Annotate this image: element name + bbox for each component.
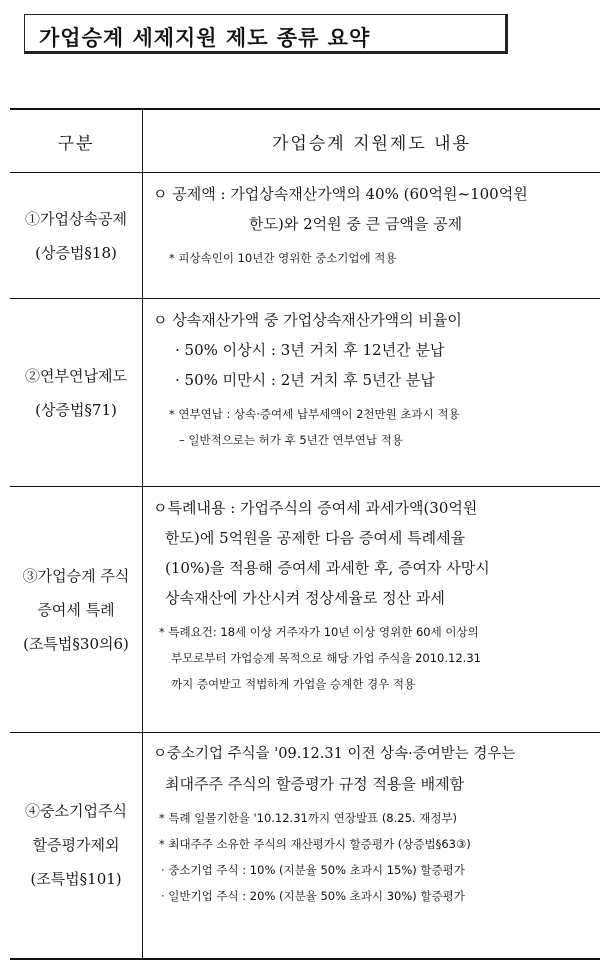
content-line: ㅇ중소기업 주식을 '09.12.31 이전 상속·증여받는 경우는 bbox=[153, 746, 516, 762]
content-note: * 최대주주 소유한 주식의 재산평가시 할증평가 (상증법§63③) bbox=[159, 837, 471, 851]
title-box bbox=[24, 14, 508, 54]
table-row bbox=[10, 299, 600, 487]
content-line: (10%)을 적용해 증여세 과세한 후, 증여자 사망시 bbox=[165, 559, 490, 577]
row-content bbox=[143, 299, 601, 487]
table-row bbox=[10, 487, 600, 733]
category-law: (조특법§30의6) bbox=[23, 634, 129, 653]
page-title: 가업승계 세제지원 제도 종류 요약 bbox=[39, 26, 371, 50]
category-name: ②연부연납제도 bbox=[25, 366, 127, 385]
row-category bbox=[10, 173, 143, 299]
content-line: 최대주주 주식의 할증평가 규정 적용을 배제함 bbox=[165, 775, 465, 793]
summary-table bbox=[10, 108, 600, 960]
category-name: ③가업승계 주식 bbox=[22, 566, 130, 585]
content-note: * 피상속인이 10년간 영위한 중소기업에 적용 bbox=[169, 251, 397, 265]
row-content bbox=[143, 733, 601, 959]
table-header-row bbox=[10, 109, 600, 173]
header-category: 구분 bbox=[10, 109, 143, 173]
category-name-2: 할증평가제외 bbox=[32, 836, 120, 855]
content-line: · 50% 미만시 : 2년 거치 후 5년간 분납 bbox=[175, 371, 435, 389]
table-row bbox=[10, 173, 600, 299]
category-name: ④중소기업주식 bbox=[25, 802, 127, 821]
category-law: (상증법§18) bbox=[35, 243, 117, 262]
content-line: 한도)와 2억원 중 큰 금액을 공제 bbox=[249, 215, 463, 233]
row-category bbox=[10, 733, 143, 959]
row-content bbox=[143, 487, 601, 733]
header-content: 가업승계 지원제도 내용 bbox=[143, 109, 601, 173]
row-content bbox=[143, 173, 601, 299]
content-note: – 일반적으로는 허가 후 5년간 연부연납 적용 bbox=[179, 433, 403, 447]
table-row bbox=[10, 733, 600, 959]
content-line: ㅇ 상속재산가액 중 가업상속재산가액의 비율이 bbox=[153, 311, 462, 329]
content-line: · 50% 이상시 : 3년 거치 후 12년간 분납 bbox=[175, 341, 445, 359]
category-law: (상증법§71) bbox=[35, 400, 117, 419]
content-note: * 연부연납 : 상속·증여세 납부세액이 2천만원 초과시 적용 bbox=[169, 407, 460, 421]
content-note: 부모로부터 가업승계 목적으로 해당 가업 주식을 2010.12.31 bbox=[171, 651, 481, 665]
row-category bbox=[10, 299, 143, 487]
content-line: 한도)에 5억원을 공제한 다음 증여세 특례세율 bbox=[165, 529, 466, 547]
content-line: ㅇ 공제액 : 가업상속재산가액의 40% (60억원~100억원 bbox=[153, 185, 528, 203]
content-note: · 중소기업 주식 : 10% (지분율 50% 초과시 15%) 할증평가 bbox=[161, 863, 465, 877]
content-line: ㅇ특례내용 : 가업주식의 증여세 과세가액(30억원 bbox=[153, 499, 478, 517]
content-note: · 일반기업 주식 : 20% (지분율 50% 초과시 30%) 할증평가 bbox=[161, 889, 465, 903]
category-name-2: 증여세 특례 bbox=[37, 600, 115, 619]
content-note: * 특례 일몰기한을 '10.12.31까지 연장발표 (8.25. 재정부) bbox=[159, 811, 458, 825]
content-note: * 특례요건: 18세 이상 거주자가 10년 이상 영위한 60세 이상의 bbox=[159, 625, 479, 639]
category-law: (조특법§101) bbox=[30, 870, 122, 889]
content-line: 상속재산에 가산시켜 정상세율로 정산 과세 bbox=[165, 589, 445, 607]
content-note: 까지 증여받고 적법하게 가업을 승계한 경우 적용 bbox=[171, 677, 416, 691]
category-name: ①가업상속공제 bbox=[25, 209, 127, 228]
row-category bbox=[10, 487, 143, 733]
